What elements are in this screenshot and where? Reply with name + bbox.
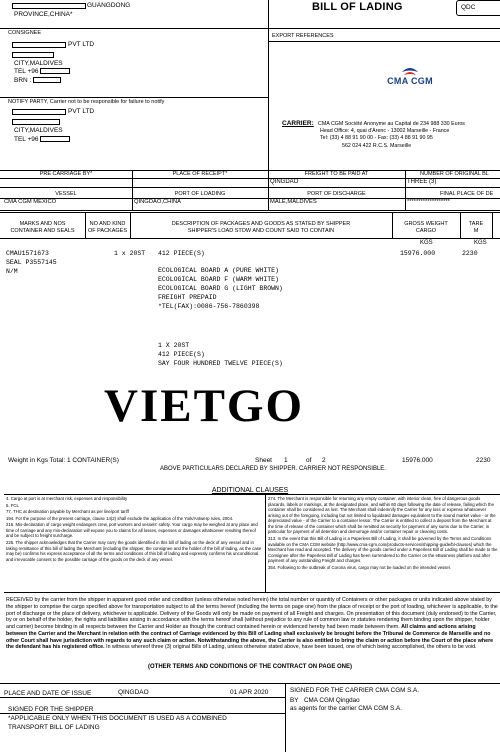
issue-label: PLACE AND DATE OF ISSUE — [4, 690, 92, 697]
gross-header: GROSS WEIGHT — [404, 221, 448, 227]
signed-carrier-line3: as agents for the carrier CMA CGM S.A. — [290, 705, 402, 712]
consignee-redacted-tel — [40, 68, 70, 74]
gross-header-2: CARGO — [415, 228, 437, 234]
originals-label: NUMBER OF ORIGINAL BL — [420, 171, 489, 177]
pre-carriage-label: PRE CARRIAGE BY* — [39, 171, 93, 177]
document-title: BILL OF LADING — [312, 1, 403, 13]
carrier-line2: Head Office: 4, quai d'Arenc - 13002 Marseille - France — [320, 128, 450, 134]
gross-weight-value: 15976.000 — [400, 250, 436, 257]
consignee-city: CITY,MALDIVES — [14, 60, 63, 67]
consignee-redacted-brn — [33, 77, 61, 83]
description-header-2: SHIPPER'S LOAD STOW AND COUNT SAID TO CONTAIN — [187, 228, 335, 234]
summary-line-1: 1 X 20ST — [158, 342, 190, 349]
divider — [0, 238, 500, 239]
clause-left-1: 4. Cargo at port is at merchant risk, expenses and responsibility — [6, 496, 128, 501]
clause-right-3: 354. Following to the outbreak of Corona virus, cargo may not be loaded on the intended vessel. — [268, 564, 451, 570]
clauses-left — [6, 496, 262, 590]
goods-line-2: ECOLOGICAL BOARD F (WARM WHITE) — [158, 276, 279, 283]
total-tare-value: 2230 — [476, 457, 491, 464]
divider — [0, 697, 285, 698]
container-qty: 1 x 20ST — [114, 250, 146, 257]
divider — [265, 494, 266, 592]
consignee-brn: BRN : — [14, 77, 32, 84]
tare-header: TARE — [468, 221, 484, 227]
divider — [4, 592, 500, 593]
freight-paid-at-label: FREIGHT TO BE PAID AT — [304, 171, 369, 177]
tare-value: 2230 — [462, 250, 478, 257]
divider — [0, 683, 500, 684]
clause-right-2: 313. In the event that this Bill of Lading is a Paperless Bill of Lading, it shall be governed by the Terms and Conditions available on the CMA CGM website (http://www.cma-cgm.com/products-services/shipping-guide/bl-clauses) which the Merchant has read and accepted. The delivery of the goods carried under a Paperless Bill of Lading shall be made to the Consignee after the Paperless Bill of Lading has been surrendered to the Carrier on the eBusiness platform and after payment of any outstanding Freight and charges. — [268, 536, 498, 564]
place-of-receipt-label: PLACE OF RECEIPT* — [172, 171, 228, 177]
clause-left-6: 225. The shipper acknowledges that the Carrier may carry the goods identified in this bill of lading on the deck of any vessel and in taking remittance of this bill of lading the Merchant (including the shipper, the consignee and the holder of the bill of lading, as the case may be) confirms his express acceptance of all the terms and conditions of this bill of lading and expressly confirms his unconditional and irrevocable consent to the possible carriage of the goods on the deck of any vessel. — [6, 540, 262, 562]
notify-redacted-name — [12, 109, 66, 115]
port-of-loading-label: PORT OF LOADING — [174, 191, 226, 197]
divider — [0, 187, 500, 188]
watermark-vietgo: VIETGO — [104, 380, 305, 432]
goods-line-1: ECOLOGICAL BOARD A (PURE WHITE) — [158, 267, 279, 274]
goods-line-4: FREIGHT PREPAID — [158, 294, 217, 301]
shipper-redacted-name — [12, 3, 86, 9]
other-terms: (OTHER TERMS AND CONDITIONS OF THE CONTRACT ON PAGE ONE) — [148, 664, 352, 670]
kgs-unit-tare: KGS — [474, 240, 487, 246]
signed-carrier-agent: CMA CGM Qingdao — [304, 697, 360, 704]
tare-header-2: M — [473, 228, 479, 234]
received-paragraph — [6, 597, 498, 661]
kind-header: NO AND KIND — [89, 221, 126, 227]
divider — [492, 212, 493, 238]
sheet-of: of — [306, 457, 312, 464]
signed-carrier-by: BY — [290, 697, 299, 704]
kgs-unit-gross: KGS — [420, 240, 433, 246]
consignee-redacted-name — [12, 42, 66, 48]
notify-company: PVT LTD — [68, 108, 95, 115]
total-weight-label: Weight in Kgs Total: 1 CONTAINER(S) — [8, 457, 119, 464]
consignee-company: PVT LTD — [68, 41, 95, 48]
final-place-label: FINAL PLACE OF DE — [440, 191, 494, 197]
marks-value: N/M — [6, 268, 18, 275]
shipper-line2: PROVINCE,CHINA* — [14, 11, 73, 18]
divider — [0, 212, 500, 213]
divider — [268, 0, 269, 170]
sheet-total: 2 — [322, 457, 326, 464]
marks-header-2: CONTAINER AND SEALS — [10, 228, 75, 234]
clause-left-3: 77. THC at destination payable by Merchant as per line/port tariff — [6, 509, 129, 515]
notify-city: CITY,MALDIVES — [14, 127, 63, 134]
notify-redacted-address — [12, 119, 60, 125]
divider — [0, 28, 500, 29]
carrier-line1: CMA CGM Société Anonyme au Capital de 234 988 330 Euros — [318, 121, 465, 127]
pieces-count: 412 PIECE(S) — [158, 250, 205, 257]
witness-text: In witness whereof three (3) original Bills of Lading, unless otherwise stated above, have been issued, one of which being accomplished, the others to be void. — [106, 644, 477, 651]
clause-right-1: 274. The Merchant is responsible for returning any empty container, with interior clean, free of dangerous goods placards, labels or markings, at the designated place, and within 60 days following the date of release, failing which the container shall be considered as lost. The Merchant shall indemnify the Carrier for any loss or expense whatsoever arising out of the foregoing, including but not limited to liquidated damages equivalent to the sound market value - or the depreciated value - of the Carrier to a container lessor. The Carrier is entitled to collect a deposit from the Merchant at the time of release of the container which shall be remitted as security for payment of any sums due to the Carrier, in particular for payment of all detention and demurrage and/or container repair or cleaning costs. — [268, 496, 496, 535]
freight-paid-at: QINGDAO — [270, 179, 299, 185]
received-bold-text: All claims and actions arising between the Carrier and the Merchant in relation with the contract of Carriage evidenced by this Bill of Lading shall exclusively be brought before the Tribunal de Commerce de Marseille and no other Court shall have jurisdiction with regards to any such claim or action. Notwithstanding the above, the Carrier is also entitled to bring the claim or action before the Court of the place where the defendant has his registered office. — [6, 624, 494, 651]
description-header: DESCRIPTION OF PACKAGES AND GOODS AS STATED BY SHIPPER — [171, 221, 351, 227]
seal-number: SEAL P3557145 — [6, 259, 57, 266]
originals-count: THREE (3) — [407, 179, 437, 185]
port-of-loading: QINGDAO,CHINA — [134, 199, 182, 205]
divider — [405, 170, 406, 210]
divider — [285, 683, 286, 752]
consignee-redacted-address — [12, 52, 54, 58]
received-text: RECEIVED by the carrier from the shipper in apparent good order and condition (unless otherwise noted herein) the total number or quantity of Containers or other packages or units indicated above stated by the shipper to comprise the cargo specified above for transportation subject to all the terms hereof (including the terms on page one) from the place of receipt or the port of loading, whichever is applicable, to the port of discharge or the place of delivery, whichever is applicable. Delivery of the Goods will only be made on payment of all Freight and charges. On presentation of this document (duly endorsed) to the Carrier, by or on behalf of the holder, the rights and liabilities arising in accordance with the terms hereof shall (without prejudice to any rule of common law or statutes rendering them binding upon the shipper, holder and carrier) become binding in all respects between the Carrier and Holder as though the contract contained herein or evidenced hereby had been made between them. — [6, 597, 498, 631]
carrier-label: CARRIER: — [282, 120, 314, 127]
export-references-label: EXPORT REFERENCES — [272, 33, 334, 39]
notify-tel: TEL +96 — [14, 136, 39, 143]
clause-left-5: 216. Mis-declaration of cargo weight endangers crew, port workers and vessels' safety. Your cargo may be weighed at any place and time of carriage and any mis-declaration will expose you to claims for all losses, expenses or damages whatsoever resulting thereof and be subject to freight surcharge. — [6, 522, 258, 539]
signed-shipper-line2: TRANSPORT BILL OF LADING — [8, 724, 100, 731]
divider — [4, 494, 500, 495]
cma-cgm-logo-text: CMA CGM — [387, 76, 433, 86]
divider — [0, 97, 268, 98]
shipper-line1: GUANGDONG — [87, 2, 131, 9]
cma-cgm-logo — [380, 66, 440, 96]
issue-date: 01 APR 2020 — [230, 689, 269, 696]
clause-left-2: 5. FCL — [6, 502, 19, 508]
bl-number-box — [456, 0, 500, 16]
clause-left-4: 194. For the purpose of the present carriage, clause 14(2) shall exclude the application of the York/Antwerp rules, 2004. — [6, 515, 234, 521]
total-weight-value: 15976.000 — [402, 457, 433, 464]
signed-carrier-line1: SIGNED FOR THE CARRIER CMA CGM S.A. — [290, 687, 419, 694]
port-of-discharge-label: PORT OF DISCHARGE — [307, 191, 366, 197]
carrier-line4: 562 024 422 R.C.S. Marseille — [342, 143, 412, 149]
port-of-discharge: MALE,MALDIVES — [270, 199, 317, 205]
signed-shipper-line1: *APPLICABLE ONLY WHEN THIS DOCUMENT IS USED AS A COMBINED — [8, 715, 227, 722]
signed-shipper-label: SIGNED FOR THE SHIPPER — [8, 706, 94, 713]
divider — [268, 41, 500, 42]
summary-line-3: SAY FOUR HUNDRED TWELVE PIECE(S) — [158, 360, 283, 367]
carrier-line3: Tel: (33) 4 88 91 90 00 - Fax: (33) 4 88 91 90 95 — [320, 135, 433, 141]
sheet-label: Sheet — [255, 457, 272, 464]
clauses-right — [268, 496, 498, 590]
final-place: ******************* — [407, 199, 450, 205]
vessel-label: VESSEL — [55, 191, 77, 197]
notify-label: NOTIFY PARTY, Carrier not to be responsible for failure to notify — [8, 99, 165, 105]
notify-redacted-tel — [40, 136, 70, 142]
vessel-name: CMA CGM MEXICO — [4, 199, 57, 205]
sheet-number: 1 — [284, 457, 288, 464]
consignee-tel: TEL +96 — [14, 68, 39, 75]
additional-clauses-title: ADDITIONAL CLAUSES — [211, 487, 289, 494]
declared-note: ABOVE PARTICULARS DECLARED BY SHIPPER. CARRIER NOT RESPONSIBLE. — [160, 466, 386, 472]
goods-line-3: ECOLOGICAL BOARD G (LIGHT BROWN) — [158, 285, 283, 292]
divider — [0, 210, 500, 211]
bl-number-text: QDC — [461, 4, 476, 11]
container-number: CMAU1571673 — [6, 250, 49, 257]
issue-place: QINGDAO — [118, 689, 149, 696]
consignee-label: CONSIGNEE — [8, 30, 42, 36]
kind-header-2: OF PACKAGES — [87, 228, 128, 234]
goods-line-5: *TEL(FAX):0086-756-7860398 — [158, 303, 260, 310]
marks-header: MARKS AND NOS — [19, 221, 66, 227]
summary-line-2: 412 PIECE(S) — [158, 351, 205, 358]
divider — [0, 713, 285, 714]
